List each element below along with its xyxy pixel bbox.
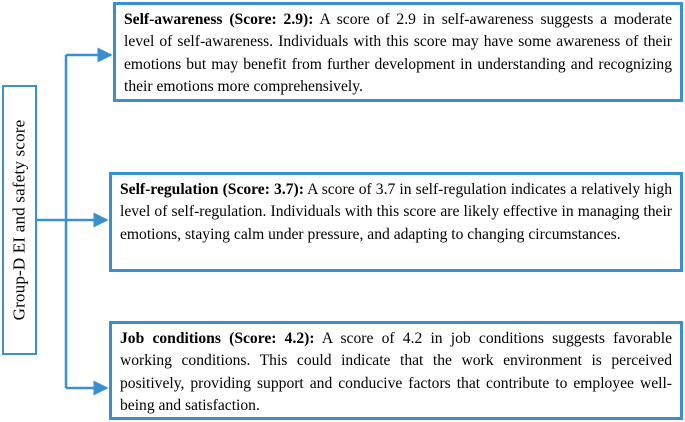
job-conditions-heading: Job conditions (Score: 4.2):: [120, 330, 315, 347]
group-label: Group-D EI and safety score: [9, 119, 29, 321]
self-awareness-text: A score of 2.9 in self-awareness suggests a moderate level of self-awareness. Individuals with this score may have some awareness of their emotions but may benefit from further development in understanding and recognizing their emotions more comprehensively.: [124, 11, 672, 95]
job-conditions-box: [109, 321, 683, 420]
self-regulation-box: [109, 172, 683, 272]
self-awareness-box: [113, 2, 683, 102]
self-awareness-heading: Self-awareness (Score: 2.9):: [124, 11, 314, 28]
self-regulation-text: A score of 3.7 in self-regulation indicates a relatively high level of self-regulation. Individuals with this score are likely effective in managing their emotions, staying calm under pressure, and adapting to changing circumstances.: [120, 181, 672, 243]
self-regulation-heading: Self-regulation (Score: 3.7):: [120, 181, 304, 198]
job-conditions-text: A score of 4.2 in job conditions suggests favorable working conditions. This could indicate that the work environment is perceived positively, providing support and conducive factors that contribute to employee well-being and satisfaction.: [120, 330, 672, 414]
